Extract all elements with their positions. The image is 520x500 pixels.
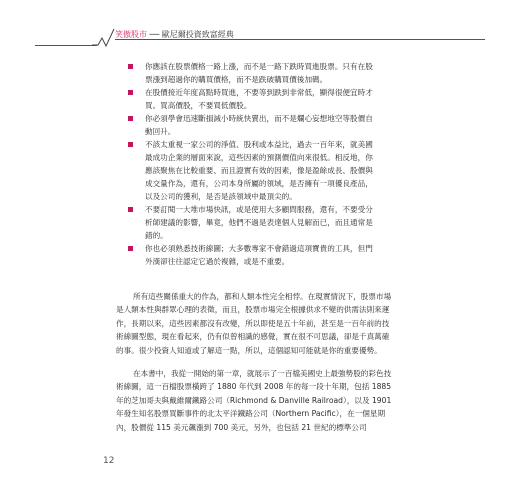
square-bullet-icon <box>128 142 133 147</box>
bullet-item <box>128 86 378 112</box>
bullet-text: 你應該在股票價格一路上漲，而不是一路下跌時買進股票。只有在股票漲到超過你的購買價格，而不是跌破購買價後加碼。 <box>145 62 373 84</box>
header-right-rule <box>115 39 485 40</box>
bullet-item <box>128 242 378 268</box>
bullet-item <box>128 203 378 242</box>
bullet-item <box>128 112 378 138</box>
bullet-text: 不該太重視一家公司的淨值、股利或本益比，過去一百年來，就美國最成功企業的層面來說，這些因素的預測價值向來很低。相反地，你應該聚焦在比較重要、而且證實有效的因素，像是盈餘成長、股價與成交量作為，還有，公司本身所屬的領域，是否擁有一項優良產品，以及公司的獲利，是否是該領域中最頂尖的。 <box>145 140 373 201</box>
body-paragraph: 所有這些關係重大的作為，都和人類本性完全相悖。在現實情況下，股票市場是人類本性與群眾心理的表徵，而且，股票市場完全根據供求不變的供需法則來運作，長期以來，這些因素都沒有改變，所以即使是五十年前，甚至是一百年前的技術線圖型態，現在看起來，仍有似曾相識的感覺，實在很不可思議，卻是千真萬確的事。很少投資人知道或了解這一點，所以，這個認知可能就是你的重要優勢。 <box>116 292 392 355</box>
page-number: 12 <box>103 456 115 466</box>
square-bullet-icon <box>128 64 133 69</box>
bullet-text: 在股價接近年度高點時買進，不要等到跌到非常低，顯得很便宜時才買。買高價股，不要買低價股。 <box>145 88 373 110</box>
header-title-text: ── 歐尼爾投資致富經典 <box>147 30 234 39</box>
bullet-list <box>128 60 378 268</box>
bullet-text: 你必須學會迅速斷損減小時統快賣出，而不是爛心妄想地空等股價自動回升。 <box>145 114 373 136</box>
bullet-text: 不要訂閱一大堆市場快訊，或是使用大多顧問服務，還有，不要受分析師建議的影響，畢竟，他們不過是表達個人見解而已，而且通常是錯的。 <box>145 205 373 240</box>
square-bullet-icon <box>128 90 133 95</box>
header-left-rule <box>35 45 97 46</box>
square-bullet-icon <box>128 207 133 212</box>
bullet-item <box>128 138 378 203</box>
body-paragraph: 在本書中，我從一開始的第一章，就展示了一百檔美國史上最強勢股的彩色技術線圖，這一百檔股票橫跨了 1880 年代到 2008 年的每一段十年期，包括 1885 年的芝加哥夫與戴維爾鐵路公司（Richmond & Danville Railroad），以及 1901 年發生知名股票買斷事件的北太平洋鐵路公司（Northern Pacific），在一個星期內，股價從 115 美元飆漲到 700 美元，另外，也包括 21 世紀的標準公司 <box>116 369 392 432</box>
bullet-text: 你也必須熟悉技術線圖；大多數專家不會錯過這項寶貴的工具，但門外漢卻往往認定它過於複雜，或是不重要。 <box>145 244 373 266</box>
header-accent-text: 笑傲股市 <box>115 30 147 39</box>
square-bullet-icon <box>128 246 133 251</box>
square-bullet-icon <box>128 116 133 121</box>
bullet-item <box>128 60 378 86</box>
